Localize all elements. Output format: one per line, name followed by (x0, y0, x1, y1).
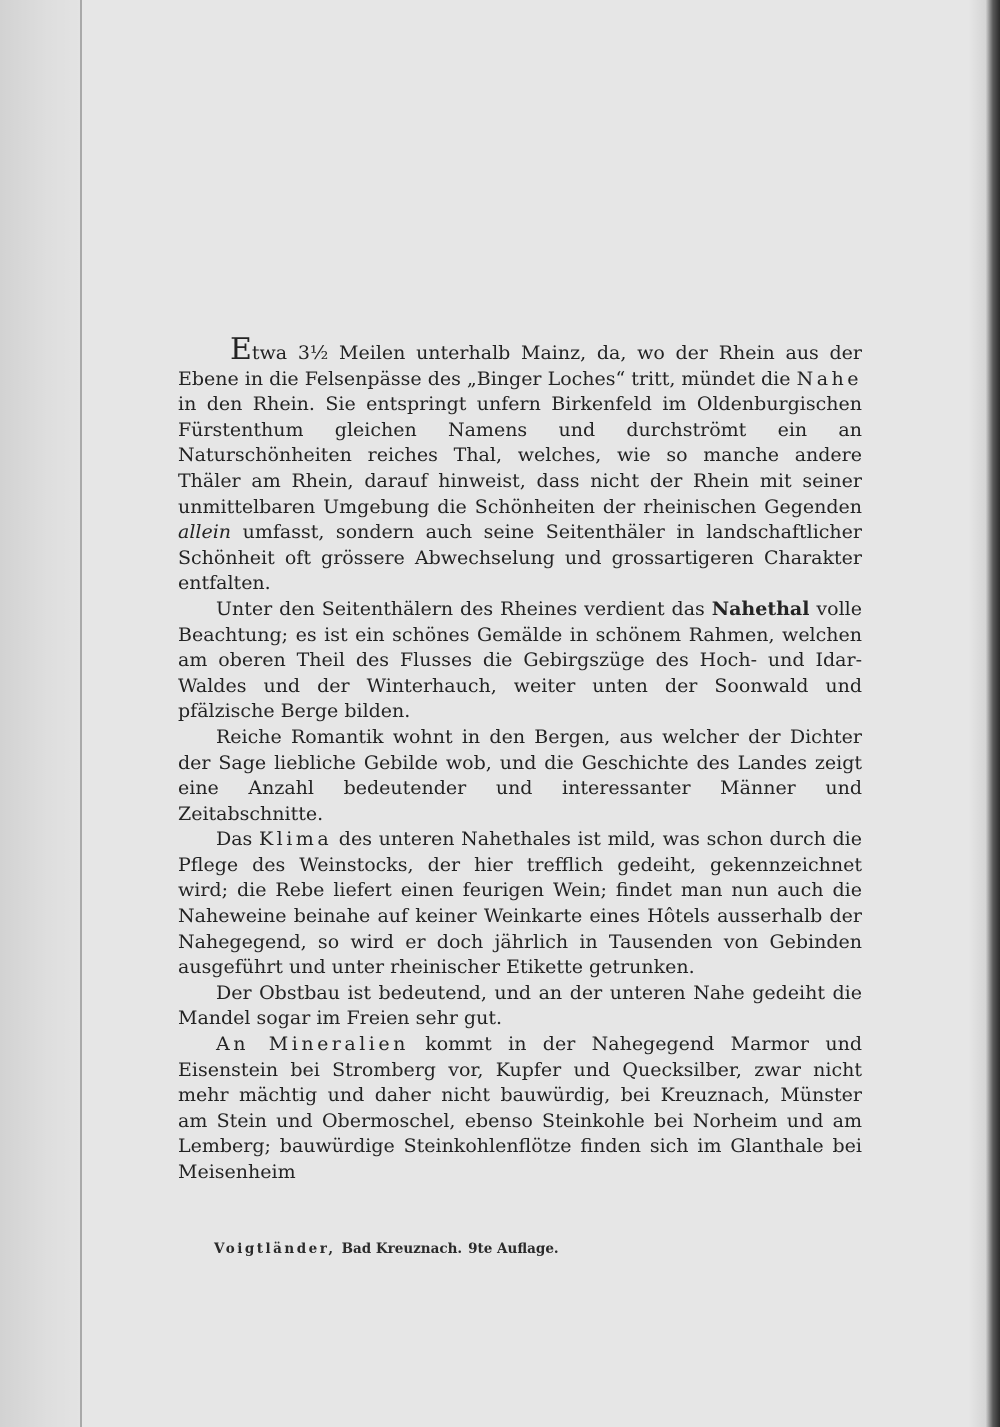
page-right-edge (986, 0, 1000, 1427)
body-text (178, 332, 862, 1186)
spaced-term-klima: Klima (258, 828, 333, 851)
page-gutter-shadow (0, 0, 80, 1427)
text-run: des unteren Nahethales ist mild, was schon durch die Pflege des Weinstocks, der hier trefflich gedeiht, gekennzeichnet wird; die Rebe liefert einen feurigen Wein; findet man nun auch die Naheweine beinahe auf keiner Weinkarte eines Hôtels ausserhalb der Nahegegend, so wird er doch jährlich in Tausenden von Gebinden ausgeführt und unter rheinischer Etikette getrunken. (178, 828, 862, 979)
paragraph-mineralien (178, 1032, 862, 1186)
footer-edition: 9te Auflage. (468, 1241, 559, 1257)
text-run: Unter den Seitenthälern des Rheines verdient das (216, 597, 712, 620)
text-run: twa 3½ Meilen unterhalb Mainz, da, wo der Rhein aus der Ebene in die Felsenpässe des „Binger Loches“ tritt, mündet die (178, 342, 862, 390)
text-run: in den Rhein. Sie entspringt unfern Birkenfeld im Oldenburgischen Fürstenthum gleichen Namens und durchströmt ein an Naturschönheiten reiches Thal, welches, wie so manche andere Thäler am Rhein, darauf hinweist, dass nicht der Rhein mit seiner unmittelbaren Umgebung die Schönheiten der rheinischen Gegenden (178, 393, 862, 518)
page-edge-shadow (968, 0, 986, 1427)
paragraph-romantik: Reiche Romantik wohnt in den Bergen, aus welcher der Dichter der Sage liebliche Gebilde wob, und die Geschichte des Landes zeigt eine Anzahl bedeutender und interessanter Männer und Zeitabschnitte. (178, 725, 862, 825)
footer-title: Bad Kreuznach. (341, 1241, 463, 1257)
binding-line (80, 0, 82, 1427)
spaced-term-nahe: Nahe (796, 367, 862, 390)
spaced-term-mineralien: An Mineralien (216, 1033, 409, 1056)
text-run: umfasst, sondern auch seine Seitenthäler in landschaftlicher Schönheit oft grössere Abwechselung und grossartigeren Charakter entfalten. (178, 521, 862, 595)
text-run: volle Beachtung; es ist ein schönes Gemälde in schönem Rahmen, welchen am oberen Theil des Flusses die Gebirgszüge des Hoch- und Idar-Waldes und der Winterhauch, weiter unten der Soonwald und pfälzische Berge bilden. (178, 597, 862, 723)
paragraph-nahethal (178, 597, 862, 725)
drop-cap: E (230, 332, 252, 367)
paragraph-klima (178, 827, 862, 981)
paragraph-obstbau: Der Obstbau ist bedeutend, und an der unteren Nahe gedeiht die Mandel sogar im Freien sehr gut. (178, 981, 862, 1030)
italic-term-allein: allein (178, 521, 232, 544)
bold-term-nahethal: Nahethal (711, 597, 810, 620)
footer-publisher: Voigtländer, (214, 1241, 336, 1257)
page-footer-signature (214, 1241, 559, 1257)
paragraph-intro (178, 332, 862, 597)
text-run: kommt in der Nahegegend Marmor und Eisenstein bei Stromberg vor, Kupfer und Quecksilber, zwar nicht mehr mächtig und daher nicht bauwürdig, bei Kreuznach, Münster am Stein und Obermoschel, ebenso Steinkohle bei Norheim und am Lemberg; bauwürdige Steinkohlenflötze finden sich im Glanthale bei Meisenheim (178, 1033, 862, 1183)
text-run: Das (216, 828, 259, 851)
